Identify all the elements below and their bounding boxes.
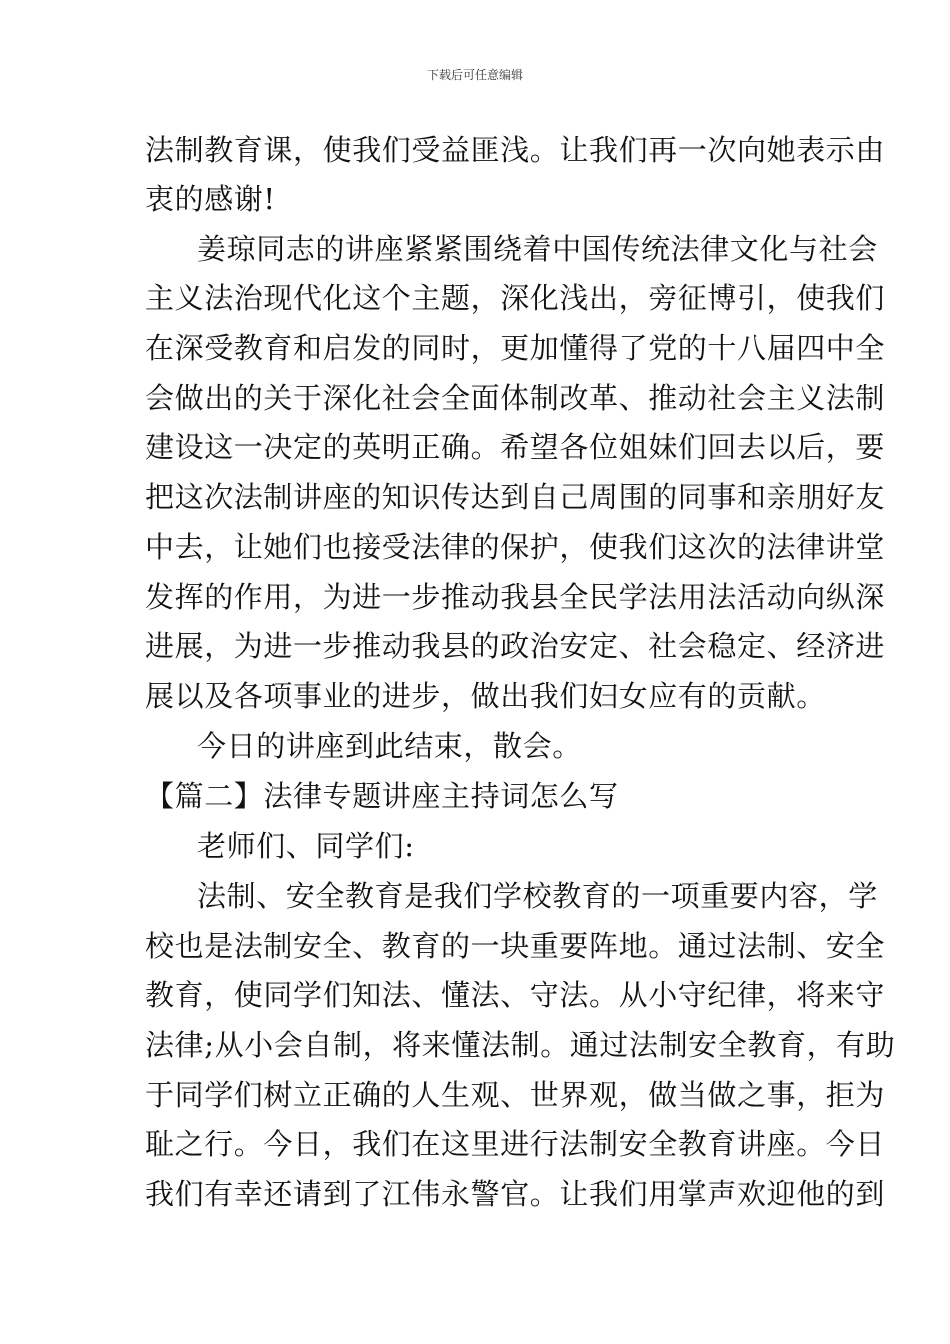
text-line: 发挥的作用，为进一步推动我县全民学法用法活动向纵深	[145, 580, 886, 614]
text-line: 法律;从小会自制，将来懂法制。通过法制安全教育，有助	[145, 1028, 896, 1062]
text-line: 老师们、同学们:	[197, 829, 415, 863]
text-line: 主义法治现代化这个主题，深化浅出，旁征博引，使我们	[145, 281, 886, 315]
text-line: 法制教育课，使我们受益匪浅。让我们再一次向她表示由	[145, 133, 886, 167]
text-line: 于同学们树立正确的人生观、世界观，做当做之事，拒为	[145, 1078, 886, 1112]
text-line: 在深受教育和启发的同时，更加懂得了党的十八届四中全	[145, 331, 886, 365]
text-line: 今日的讲座到此结束，散会。	[197, 729, 582, 763]
text-line: 我们有幸还请到了江伟永警官。让我们用掌声欢迎他的到	[145, 1177, 886, 1211]
text-line: 建设这一决定的英明正确。希望各位姐妹们回去以后，要	[145, 430, 886, 464]
text-line: 把这次法制讲座的知识传达到自己周围的同事和亲朋好友	[145, 480, 886, 514]
section-heading: 【篇二】法律专题讲座主持词怎么写	[145, 779, 619, 813]
text-line: 教育，使同学们知法、懂法、守法。从小守纪律，将来守	[145, 978, 886, 1012]
text-line: 姜琼同志的讲座紧紧围绕着中国传统法律文化与社会	[197, 232, 878, 266]
text-line: 耻之行。今日，我们在这里进行法制安全教育讲座。今日	[145, 1127, 886, 1161]
text-line: 会做出的关于深化社会全面体制改革、推动社会主义法制	[145, 381, 886, 415]
text-line: 中去，让她们也接受法律的保护，使我们这次的法律讲堂	[145, 530, 886, 564]
text-line: 进展，为进一步推动我县的政治安定、社会稳定、经济进	[145, 629, 886, 663]
page-header: 下载后可任意编辑	[426, 68, 523, 82]
text-line: 衷的感谢!	[145, 182, 276, 216]
text-line: 校也是法制安全、教育的一块重要阵地。通过法制、安全	[145, 929, 886, 963]
text-line: 法制、安全教育是我们学校教育的一项重要内容，学	[197, 879, 878, 913]
text-line: 展以及各项事业的进步，做出我们妇女应有的贡献。	[145, 679, 826, 713]
